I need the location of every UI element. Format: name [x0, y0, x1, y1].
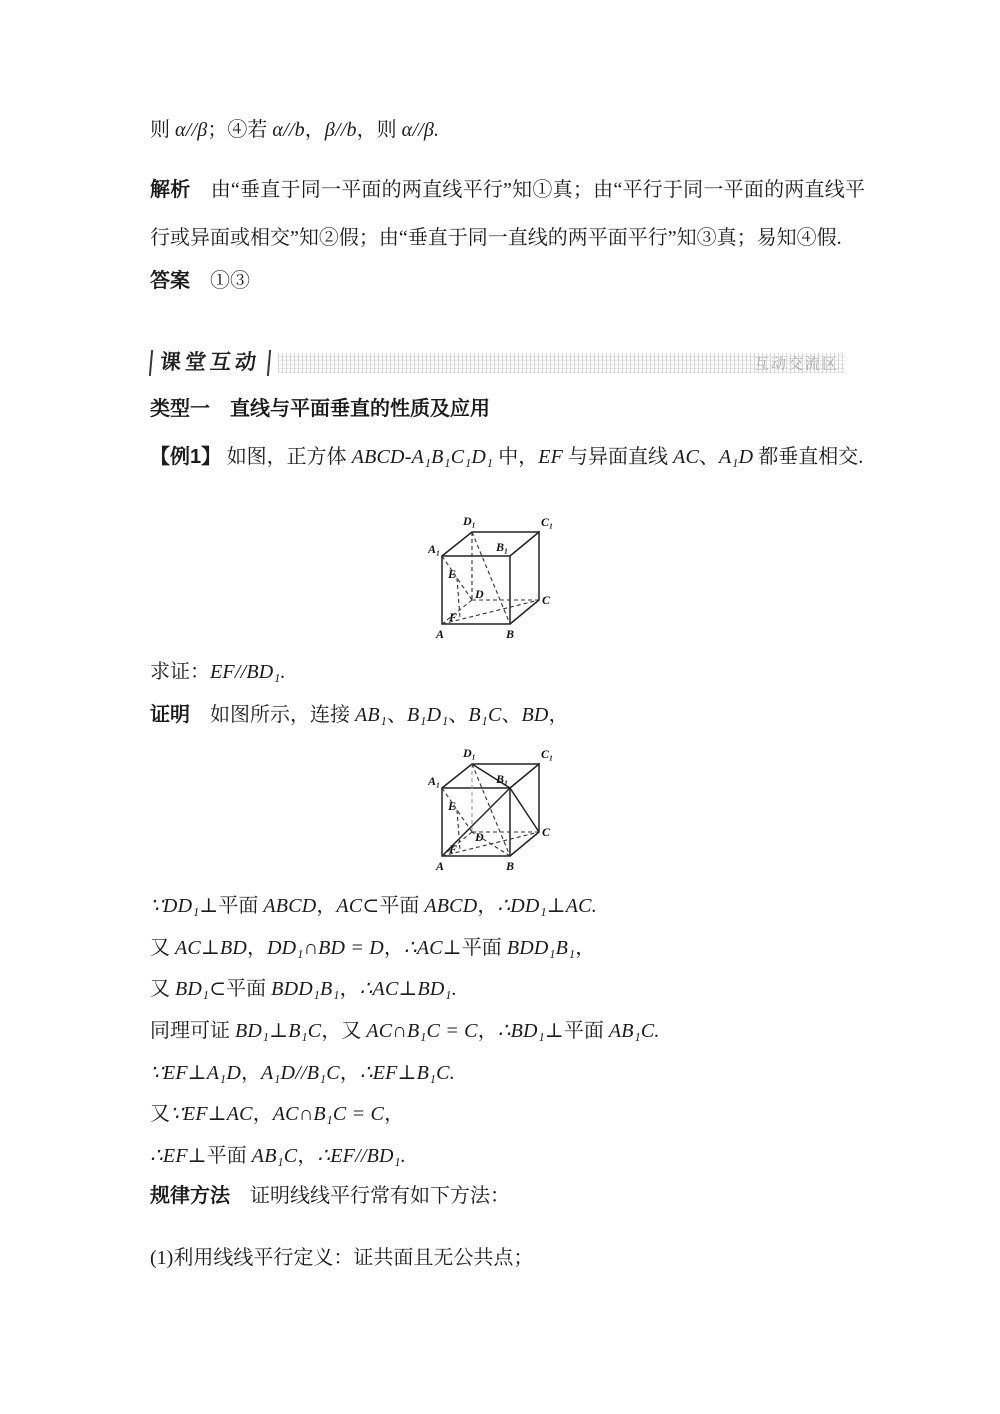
text-segment: AC∩B₁C = C: [366, 1020, 478, 1042]
text-segment: 与异面直线: [563, 446, 674, 468]
text-segment: 平面: [379, 895, 425, 917]
text-segment: A₁D: [719, 446, 754, 468]
text-segment: 又: [150, 937, 175, 959]
proof-line-4: [150, 1016, 865, 1046]
text-segment: (1)利用线线平行定义：证共面且无公共点；: [150, 1247, 534, 1269]
vertex-label-b: B: [506, 627, 515, 641]
vertex-label-b: B: [506, 859, 515, 873]
prove-line: [150, 657, 865, 687]
text-segment: 如图，正方体: [226, 446, 352, 468]
section-banner: [150, 350, 845, 376]
text-segment: AC: [673, 446, 700, 468]
text-segment: 则: [150, 119, 175, 141]
text-segment: 答案: [150, 270, 190, 292]
analysis-paragraph: [150, 166, 865, 262]
text-segment: β//b: [324, 119, 357, 141]
proof-line-7: [150, 1141, 865, 1171]
text-segment: EF: [538, 446, 564, 468]
text-segment: ∴AC⊥BD₁.: [359, 978, 457, 1000]
text-segment: 类型一 直线与平面垂直的性质及应用: [150, 398, 490, 420]
text-segment: AC⊂: [336, 895, 380, 917]
text-segment: 求证：: [150, 661, 210, 683]
vertex-label-a: A: [436, 627, 445, 641]
text-segment: 同理可证: [150, 1020, 235, 1042]
vertex-label-c1: C₁: [541, 515, 554, 529]
text-segment: ∴EF⊥B₁C.: [359, 1062, 455, 1084]
text-segment: ，: [383, 937, 404, 959]
text-segment: EF//BD₁.: [210, 661, 286, 683]
text-segment: ，: [548, 704, 569, 726]
intro-line: [150, 115, 865, 145]
text-segment: ∵EF⊥AC: [170, 1103, 253, 1125]
text-segment: BD₁⊂: [175, 978, 227, 1000]
text-segment: ，: [477, 1020, 498, 1042]
text-segment: 平面: [218, 895, 264, 917]
vertex-label-a: A: [436, 859, 445, 873]
vertex-label-c: C: [542, 593, 551, 607]
text-segment: B₁D₁: [407, 704, 449, 726]
text-segment: ，: [304, 119, 325, 141]
text-segment: BD: [521, 704, 549, 726]
text-segment: ，又: [321, 1020, 367, 1042]
text-segment: 平面: [206, 1145, 252, 1167]
type-heading: [150, 394, 865, 424]
text-segment: 【例1】: [150, 446, 227, 468]
text-segment: AC∩B₁C = C: [272, 1103, 385, 1125]
text-segment: ∵EF⊥A₁D: [150, 1062, 241, 1084]
cube-figure-2: [428, 742, 580, 884]
text-segment: ABCD: [424, 895, 478, 917]
proof-intro: [150, 700, 865, 730]
text-segment: 如图所示，连接: [190, 704, 355, 726]
text-segment: ，: [240, 1062, 261, 1084]
section-title: 课堂互动: [149, 350, 271, 376]
text-segment: 证明: [150, 704, 190, 726]
text-segment: ∴EF⊥: [150, 1145, 207, 1167]
text-segment: 证明线线平行常有如下方法：: [230, 1185, 510, 1207]
vertex-label-b1: B₁: [496, 540, 509, 554]
text-segment: ，: [252, 1103, 273, 1125]
vertex-label-f: F: [449, 610, 458, 624]
text-segment: ，: [384, 1103, 405, 1125]
text-segment: 解析: [150, 179, 191, 201]
text-segment: ，: [339, 1062, 360, 1084]
text-segment: ∴AC⊥: [403, 937, 462, 959]
cube-figure-1: [428, 510, 580, 652]
text-segment: α//β: [175, 119, 208, 141]
text-segment: BDD₁B₁: [506, 937, 576, 959]
text-segment: ，: [575, 937, 596, 959]
text-segment: 、: [501, 704, 522, 726]
section-hatch-strip: [278, 353, 845, 373]
section-right-label: 互动交流区: [753, 355, 839, 373]
text-segment: DD₁∩BD = D: [267, 937, 384, 959]
vertex-label-e: E: [448, 799, 457, 813]
proof-line-2: [150, 933, 865, 963]
text-segment: ，: [339, 978, 360, 1000]
text-segment: 平面: [563, 1020, 609, 1042]
text-segment: α//b: [272, 119, 305, 141]
text-segment: ∴EF//BD₁.: [317, 1145, 406, 1167]
text-segment: ；④若: [207, 119, 273, 141]
text-segment: ，则: [356, 119, 402, 141]
text-segment: ∴BD₁⊥: [497, 1020, 564, 1042]
text-segment: α//β.: [401, 119, 440, 141]
method-heading: [150, 1181, 865, 1211]
proof-line-6: [150, 1099, 865, 1129]
method-item-1: [150, 1243, 865, 1273]
text-segment: ∴DD₁⊥AC.: [497, 895, 597, 917]
vertex-label-c: C: [542, 825, 551, 839]
proof-line-1: [150, 891, 865, 921]
text-segment: AB₁C: [251, 1145, 298, 1167]
text-segment: ①③: [190, 270, 250, 292]
vertex-label-a1: A₁: [428, 542, 441, 556]
proof-line-5: [150, 1058, 865, 1088]
text-segment: 都垂直相交.: [753, 446, 864, 468]
text-segment: ，: [316, 895, 337, 917]
text-segment: ∵DD₁⊥: [150, 895, 219, 917]
vertex-label-f: F: [449, 842, 458, 856]
vertex-label-a1: A₁: [428, 774, 441, 788]
text-segment: 又: [150, 1103, 170, 1125]
example-statement: [150, 436, 865, 479]
vertex-label-d1: D₁: [463, 514, 476, 528]
text-segment: ABCD: [263, 895, 317, 917]
answer-line: [150, 266, 865, 296]
text-segment: 、: [699, 446, 720, 468]
vertex-label-d: D: [475, 830, 484, 844]
vertex-label-c1: C₁: [541, 747, 554, 761]
text-segment: AB₁: [355, 704, 387, 726]
text-segment: BD₁⊥B₁C: [235, 1020, 322, 1042]
text-segment: AB₁C.: [608, 1020, 660, 1042]
text-segment: A₁D//B₁C: [260, 1062, 340, 1084]
text-segment: ，: [247, 937, 268, 959]
text-segment: ，: [297, 1145, 318, 1167]
text-segment: 中，: [493, 446, 539, 468]
text-segment: 平面: [226, 978, 272, 1000]
text-segment: 又: [150, 978, 175, 1000]
text-segment: 平面: [461, 937, 507, 959]
text-segment: ABCD-A₁B₁C₁D₁: [351, 446, 494, 468]
proof-line-3: [150, 974, 865, 1004]
text-segment: 规律方法: [150, 1185, 230, 1207]
vertex-label-d: D: [475, 587, 484, 601]
text-segment: 、: [387, 704, 407, 726]
vertex-label-d1: D₁: [463, 746, 476, 760]
text-segment: ，: [477, 895, 498, 917]
text-segment: AC⊥BD: [175, 937, 248, 959]
vertex-label-e: E: [448, 567, 457, 581]
text-segment: BDD₁B₁: [271, 978, 340, 1000]
vertex-label-b1: B₁: [496, 772, 509, 786]
text-segment: 由“垂直于同一平面的两直线平行”知①真；由“平行于同一平面的两直线平行或异面或相交”知②假；由“垂直于同一直线的两平面平行”知③真；易知④假.: [150, 179, 865, 249]
text-segment: B₁C: [468, 704, 502, 726]
text-segment: 、: [448, 704, 469, 726]
